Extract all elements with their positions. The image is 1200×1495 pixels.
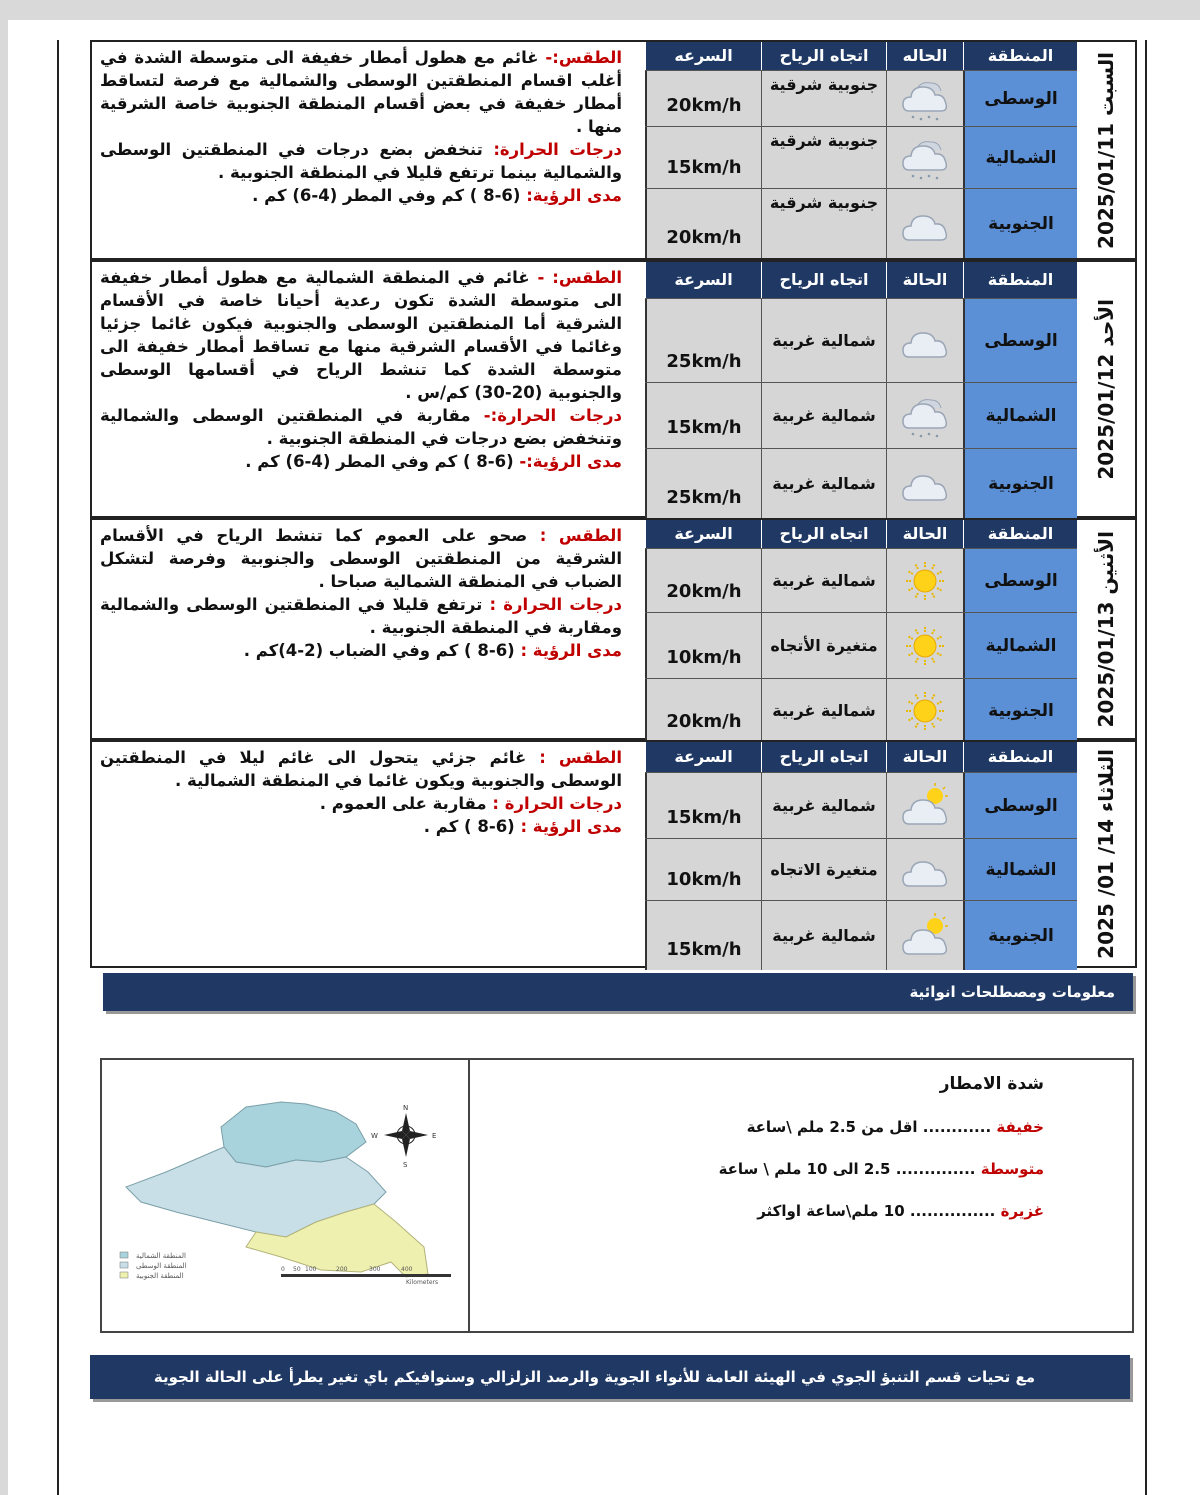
- forecast-table: [645, 742, 1077, 970]
- header-state: الحالة: [886, 520, 963, 548]
- speed-cell: 20km/h: [645, 679, 761, 742]
- wind-direction-cell: متغيرة الاتجاه: [761, 839, 886, 900]
- state-cell: [886, 449, 963, 518]
- table-row: [645, 548, 1077, 612]
- rain-moderate-name: متوسطة: [980, 1160, 1044, 1178]
- header-wind-direction: اتجاه الرياح: [761, 742, 886, 772]
- table-header: [645, 742, 1077, 772]
- wind-direction-cell: شمالية غربية: [761, 679, 886, 742]
- scale-200: 200: [336, 1266, 348, 1273]
- header-speed: السرعة: [645, 262, 761, 298]
- day-label: [1075, 262, 1135, 516]
- day-date: الأحد 2025/01/12: [1094, 298, 1118, 480]
- speed-cell: 15km/h: [645, 773, 761, 838]
- region-cell: الشمالية: [963, 383, 1077, 448]
- state-cell: [886, 613, 963, 678]
- day-date: الثلاثاء 14/ 01/ 2025: [1094, 749, 1118, 959]
- temperature-text: مقاربة على العموم .: [319, 794, 493, 813]
- visibility-paragraph: [100, 184, 622, 207]
- forecast-table: [645, 42, 1077, 258]
- speed-cell: 15km/h: [645, 383, 761, 448]
- cloud-icon: [899, 460, 951, 508]
- state-cell: [886, 549, 963, 612]
- cloud-icon: [899, 846, 951, 894]
- state-cell: [886, 127, 963, 188]
- header-state: الحاله: [886, 42, 963, 70]
- temperature-label: درجات الحرارة:-: [483, 406, 622, 425]
- table-row: [645, 900, 1077, 970]
- header-speed: السرعة: [645, 520, 761, 548]
- region-cell: الجنوبية: [963, 189, 1077, 258]
- iraq-regions-map: [106, 1062, 466, 1332]
- rain-light-name: خفيفة: [996, 1118, 1044, 1136]
- region-cell: الوسطى: [963, 299, 1077, 382]
- map-legend: [120, 1252, 187, 1280]
- speed-cell: 20km/h: [645, 549, 761, 612]
- region-cell: الجنوبية: [963, 901, 1077, 970]
- header-wind-direction: اتجاه الرياح: [761, 42, 886, 70]
- legend-divider: [468, 1060, 470, 1331]
- header-state: الحالة: [886, 742, 963, 772]
- wind-direction-cell: شمالية غربية: [761, 773, 886, 838]
- top-strip: [0, 0, 1200, 18]
- table-header: [645, 520, 1077, 548]
- visibility-label: مدى الرؤية:-: [519, 452, 622, 471]
- rain-intensity: [544, 1074, 1044, 1244]
- wind-direction-cell: متغيرة الأتجاه: [761, 613, 886, 678]
- wind-direction-cell: شمالية غربية: [761, 901, 886, 970]
- visibility-text: (6-8 ) كم .: [423, 817, 521, 836]
- temperature-text: تنخفض بضع درجات في المنطقتين الوسطى والشمالية بينما ترتفع قليلا في المنطقة الجنوبية .: [100, 140, 622, 182]
- forecast-description: [100, 746, 622, 964]
- state-cell: [886, 773, 963, 838]
- wind-direction-cell: شمالية غربية: [761, 449, 886, 518]
- left-frame-line: [57, 40, 59, 1495]
- day-date: السبت 2025/01/11: [1094, 51, 1118, 249]
- compass-n: N: [403, 1104, 409, 1112]
- state-cell: [886, 299, 963, 382]
- compass-rose-icon: [371, 1104, 436, 1169]
- cloud-icon: [899, 317, 951, 365]
- visibility-label: مدى الرؤية :: [520, 817, 622, 836]
- day-block: [90, 518, 1137, 740]
- temperature-text: ترتفع قليلا في المنطقتين الوسطى والشمالية ومقاربة في المنطقة الجنوبية .: [100, 595, 622, 637]
- weather-label: الطقس:-: [545, 48, 622, 67]
- state-cell: [886, 839, 963, 900]
- rain-light-text: ............ اقل من 2.5 ملم \ساعة: [746, 1118, 997, 1136]
- rain-heavy-text: ............... 10 ملم\ساعة اواكثر: [757, 1202, 1001, 1220]
- legend-south: المنطقة الجنوبية: [136, 1272, 184, 1280]
- weather-paragraph: [100, 266, 622, 404]
- speed-cell: 15km/h: [645, 901, 761, 970]
- scale-400: 400: [401, 1266, 413, 1273]
- compass-w: W: [371, 1132, 378, 1140]
- temperature-label: درجات الحرارة :: [492, 794, 622, 813]
- rain-intensity-title: شدة الامطار: [939, 1074, 1044, 1094]
- forecast-table: [645, 262, 1077, 518]
- legend-north: المنطقة الشمالية: [136, 1252, 186, 1260]
- table-row: [645, 678, 1077, 742]
- state-cell: [886, 189, 963, 258]
- table-row: [645, 188, 1077, 258]
- sun-icon: [899, 557, 951, 605]
- weather-text: غائم في المنطقة الشمالية مع هطول أمطار خفيفة الى متوسطة الشدة تكون رعدية أحيانا خاصة في الأقسام الشرقية أما المنطقتين الوسطى والجنوبية فيكون غائما جزئيا وغائما في الأقسام الشرقية منها مع تساقط أمطار خفيفة الى متوسطة الشدة كما تنشط الرياح في أقسامها الوسطى والجنوبية (20-30) كم/س .: [100, 268, 622, 402]
- header-speed: السرعة: [645, 742, 761, 772]
- header-region: المنطقة: [963, 520, 1077, 548]
- state-cell: [886, 71, 963, 126]
- region-cell: الوسطى: [963, 773, 1077, 838]
- visibility-paragraph: [100, 815, 622, 838]
- visibility-text: (6-8 ) كم وفي المطر (4-6) كم .: [245, 452, 520, 471]
- table-row: [645, 838, 1077, 900]
- weather-text: غائم مع هطول أمطار خفيفة الى متوسطة الشدة في أغلب اقسام المنطقتين الوسطى والشمالية مع فرصة لتساقط أمطار خفيفة في بعض أقسام المنطقة الجنوبية خاصة الشرقية منها .: [100, 48, 622, 136]
- scale-100: 100: [305, 1266, 317, 1273]
- day-label: [1075, 42, 1135, 258]
- sun-icon: [899, 687, 951, 735]
- scale-50: 50: [293, 1266, 301, 1273]
- rain-moderate-line: [544, 1160, 1044, 1178]
- region-cell: الشمالية: [963, 127, 1077, 188]
- table-row: [645, 448, 1077, 518]
- weather-label: الطقس :: [539, 748, 622, 767]
- speed-cell: 20km/h: [645, 71, 761, 126]
- wind-direction-cell: جنوبية شرقية: [761, 71, 886, 126]
- scale-300: 300: [369, 1266, 381, 1273]
- sun-icon: [899, 622, 951, 670]
- day-label: [1075, 520, 1135, 738]
- cloud-rain-icon: [899, 134, 951, 182]
- region-cell: الوسطى: [963, 549, 1077, 612]
- info-bar-title: معلومات ومصطلحات انوائية: [909, 983, 1115, 1001]
- speed-cell: 25km/h: [645, 299, 761, 382]
- temperature-paragraph: [100, 593, 622, 639]
- table-row: [645, 612, 1077, 678]
- day-block: [90, 260, 1137, 518]
- header-speed: السرعه: [645, 42, 761, 70]
- visibility-paragraph: [100, 450, 622, 473]
- table-row: [645, 70, 1077, 126]
- forecast-description: [100, 524, 622, 736]
- table-row: [645, 772, 1077, 838]
- speed-cell: 15km/h: [645, 127, 761, 188]
- rain-heavy-line: [544, 1202, 1044, 1220]
- header-state: الحالة: [886, 262, 963, 298]
- table-header: [645, 262, 1077, 298]
- header-region: المنطقة: [963, 742, 1077, 772]
- weather-text: صحو على العموم كما تنشط الرياح في الأقسام الشرقية من المنطقتين الوسطى والجنوبية وفرصة لتشكل الضباب في المنطقة الشمالية صباحا .: [100, 526, 622, 591]
- compass-s: S: [403, 1161, 408, 1169]
- wind-direction-cell: جنوبية شرقية: [761, 189, 886, 258]
- rain-moderate-text: .............. 2.5 الى 10 ملم \ ساعة: [718, 1160, 981, 1178]
- visibility-label: مدى الرؤية :: [520, 641, 622, 660]
- legend-central: المنطقة الوسطى: [136, 1262, 187, 1270]
- cloud-rain-icon: [899, 392, 951, 440]
- header-region: المنطقة: [963, 262, 1077, 298]
- day-label: [1075, 742, 1135, 966]
- state-cell: [886, 679, 963, 742]
- wind-direction-cell: شمالية غربية: [761, 383, 886, 448]
- state-cell: [886, 383, 963, 448]
- header-region: المنطقة: [963, 42, 1077, 70]
- temperature-paragraph: [100, 404, 622, 450]
- temperature-label: درجات الحرارة:: [493, 140, 622, 159]
- weather-paragraph: [100, 746, 622, 792]
- cloud-rain-icon: [899, 75, 951, 123]
- temperature-text: مقاربة في المنطقتين الوسطى والشمالية وتنخفض بضع درجات في المنطقة الجنوبية .: [100, 406, 622, 448]
- region-cell: الشمالية: [963, 613, 1077, 678]
- compass-e: E: [432, 1132, 437, 1140]
- state-cell: [886, 901, 963, 970]
- visibility-text: (6-8 ) كم وفي الضباب (2-4)كم .: [243, 641, 521, 660]
- scale-0: 0: [281, 1266, 285, 1273]
- partly-cloudy-icon: [899, 912, 951, 960]
- temperature-paragraph: [100, 792, 622, 815]
- day-block: [90, 40, 1137, 260]
- table-header: [645, 42, 1077, 70]
- weather-label: الطقس: -: [537, 268, 622, 287]
- footer-bar: [90, 1355, 1130, 1399]
- table-row: [645, 126, 1077, 188]
- weather-text: غائم جزئي يتحول الى غائم ليلا في المنطقتين الوسطى والجنوبية ويكون غائما في المنطقة الشمالية .: [100, 748, 622, 790]
- wind-direction-cell: شمالية غربية: [761, 299, 886, 382]
- visibility-label: مدى الرؤية:: [526, 186, 622, 205]
- rain-heavy-name: غزيرة: [1000, 1202, 1044, 1220]
- forecast-description: [100, 266, 622, 514]
- weather-paragraph: [100, 524, 622, 593]
- cloud-icon: [899, 200, 951, 248]
- temperature-label: درجات الحرارة :: [489, 595, 622, 614]
- speed-cell: 20km/h: [645, 189, 761, 258]
- day-date: الأثنين 2025/01/13: [1094, 530, 1118, 728]
- header-wind-direction: اتجاه الرياح: [761, 262, 886, 298]
- legend-panel: [100, 1058, 1134, 1333]
- table-row: [645, 382, 1077, 448]
- region-cell: الجنوبية: [963, 449, 1077, 518]
- weather-paragraph: [100, 46, 622, 138]
- footer-text: مع تحيات قسم التنبؤ الجوي في الهيئة العامة للأنواء الجوية والرصد الزلزالي وسنوافيكم باي تغير يطرأ على الحالة الجوية: [153, 1368, 1035, 1386]
- rain-light-line: [544, 1118, 1044, 1136]
- forecast-description: [100, 46, 622, 256]
- speed-cell: 10km/h: [645, 839, 761, 900]
- wind-direction-cell: جنوبية شرقية: [761, 127, 886, 188]
- scale-unit: Kilometers: [406, 1279, 439, 1286]
- visibility-text: (6-8 ) كم وفي المطر (4-6) كم .: [252, 186, 527, 205]
- region-cell: الشمالية: [963, 839, 1077, 900]
- speed-cell: 10km/h: [645, 613, 761, 678]
- weather-label: الطقس :: [539, 526, 622, 545]
- table-row: [645, 298, 1077, 382]
- wind-direction-cell: شمالية غربية: [761, 549, 886, 612]
- region-cell: الجنوبية: [963, 679, 1077, 742]
- visibility-paragraph: [100, 639, 622, 662]
- day-block: [90, 740, 1137, 968]
- region-cell: الوسطى: [963, 71, 1077, 126]
- temperature-paragraph: [100, 138, 622, 184]
- speed-cell: 25km/h: [645, 449, 761, 518]
- info-bar: [103, 973, 1133, 1011]
- forecast-table: [645, 520, 1077, 742]
- partly-cloudy-icon: [899, 782, 951, 830]
- right-frame-line: [1145, 40, 1147, 1495]
- header-wind-direction: اتجاه الرياح: [761, 520, 886, 548]
